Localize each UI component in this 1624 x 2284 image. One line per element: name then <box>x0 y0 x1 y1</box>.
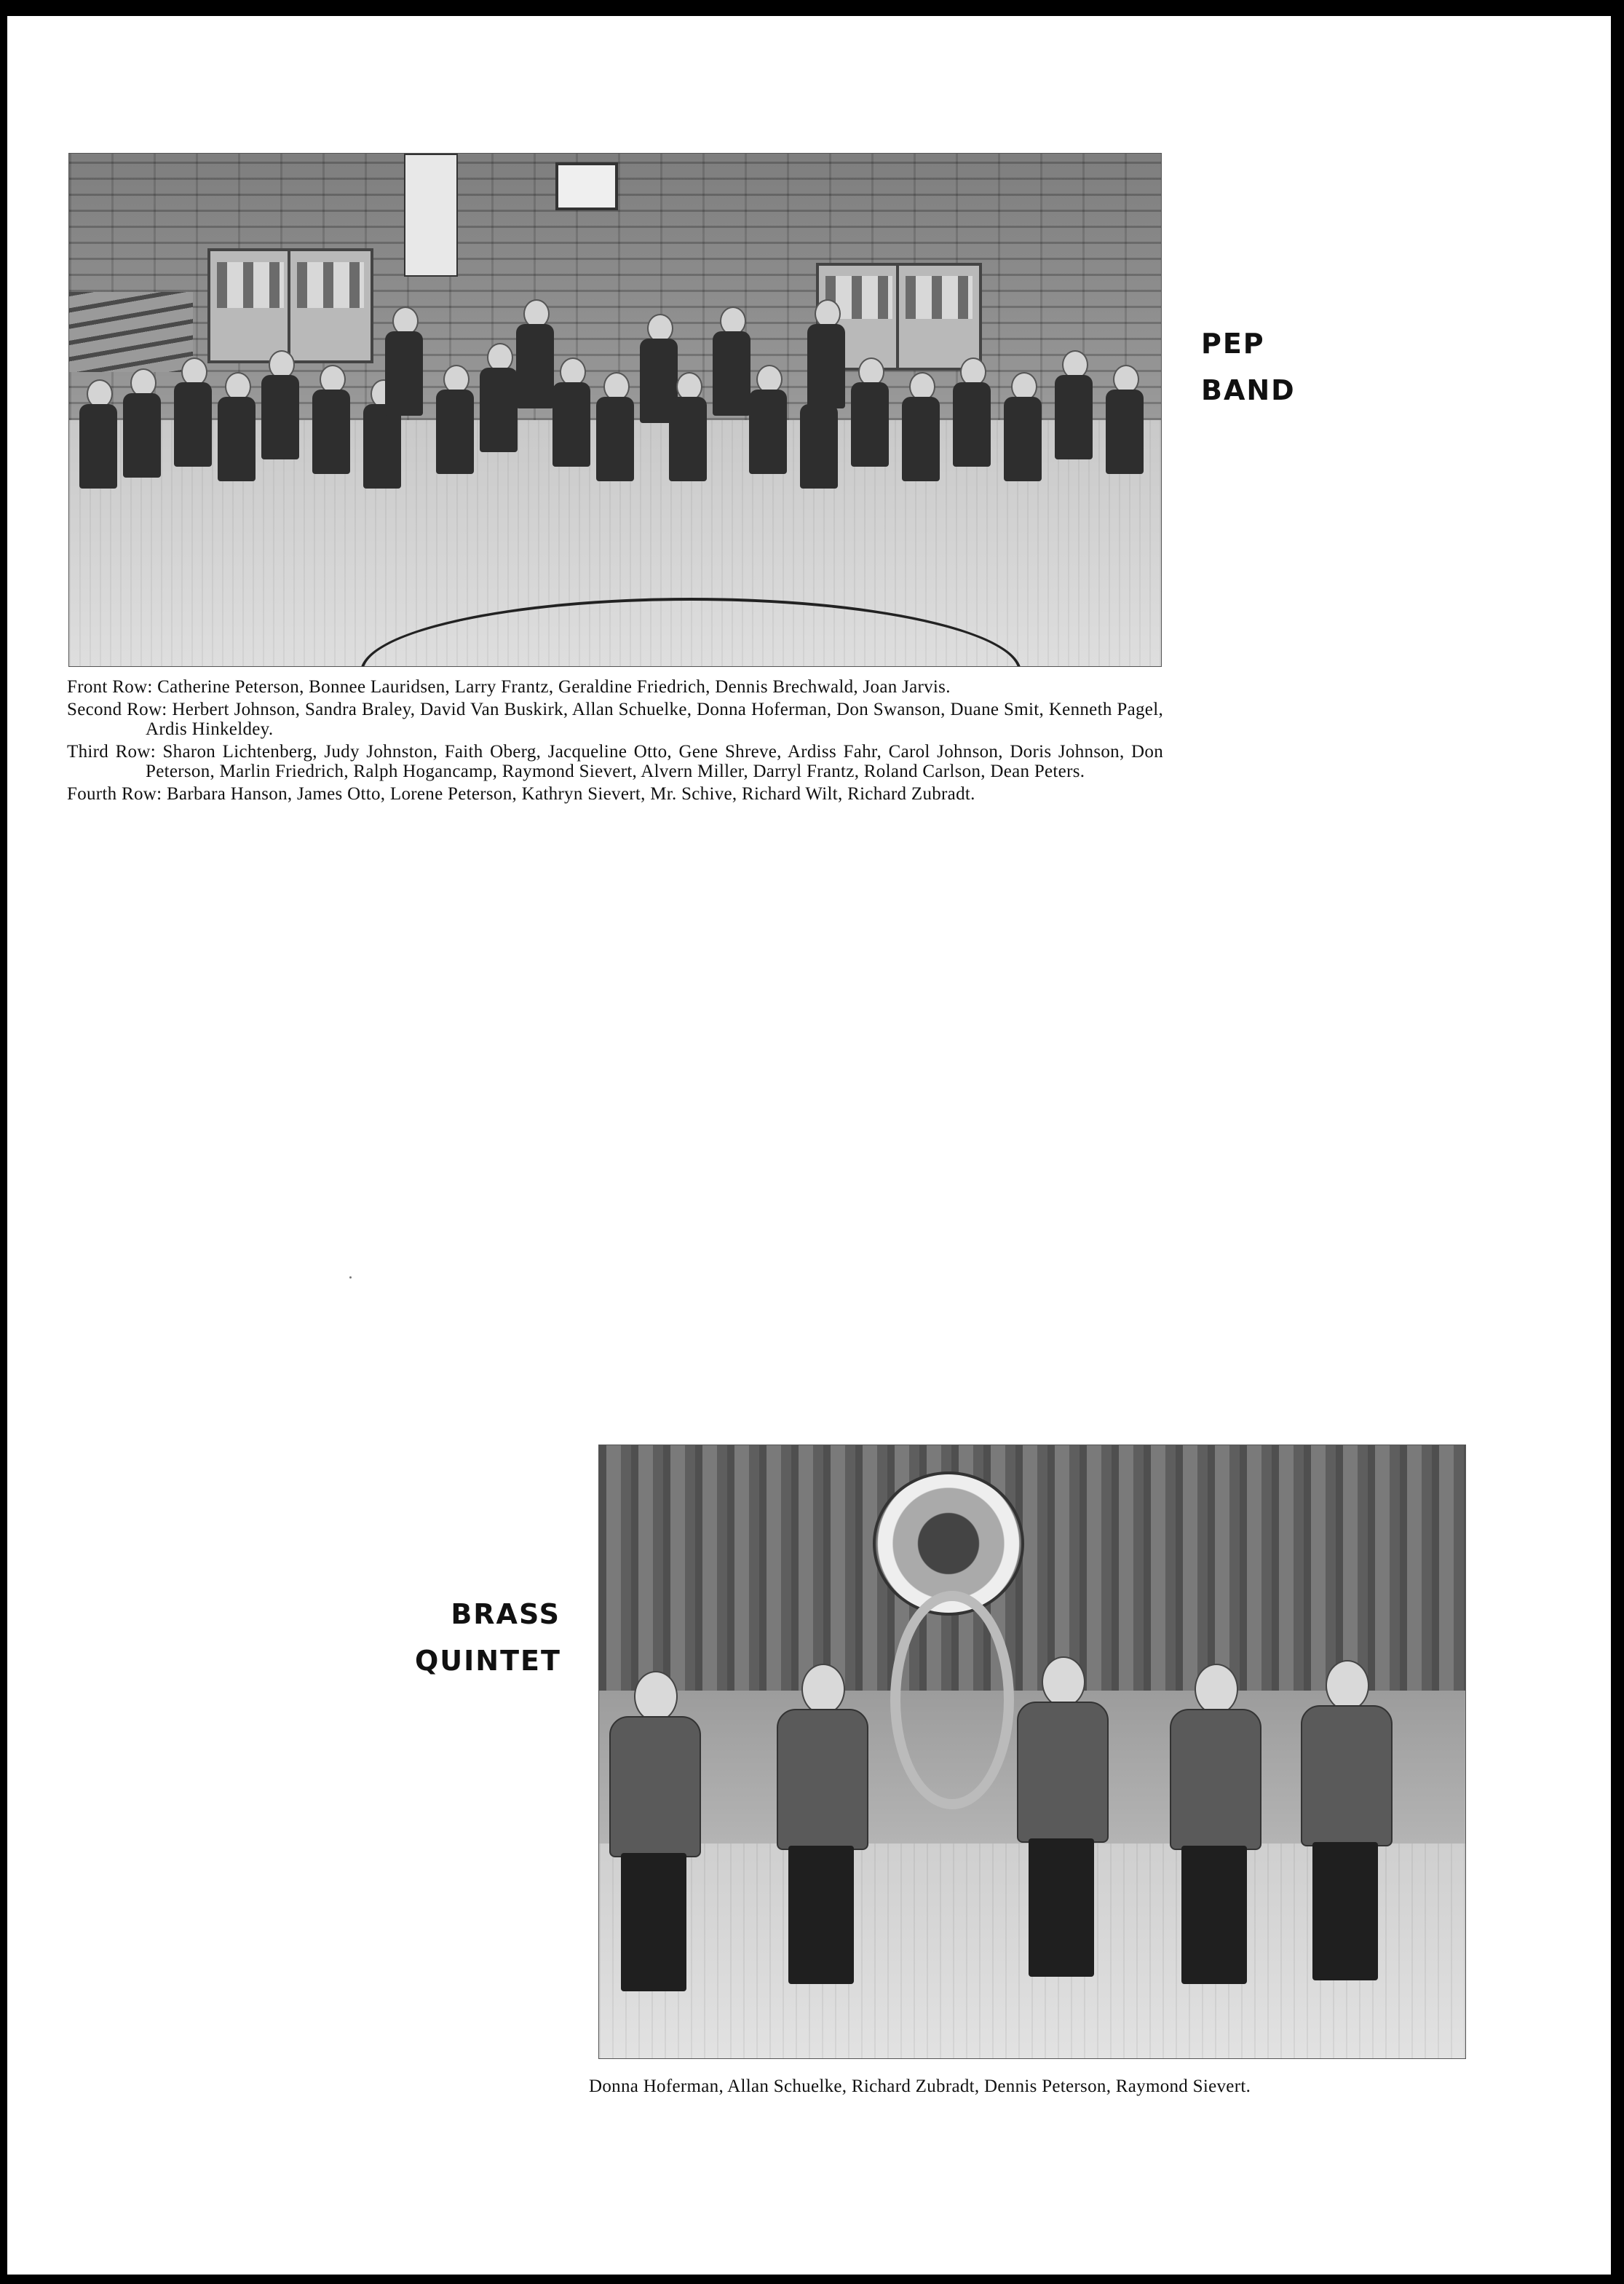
brass-quintet-heading <box>415 1591 561 1684</box>
musician <box>899 372 943 481</box>
musician <box>666 372 710 481</box>
basketball-backboard <box>555 162 618 210</box>
print-speck <box>349 1276 352 1279</box>
musician <box>593 372 637 481</box>
sousaphone-coil <box>890 1591 1014 1809</box>
quintet-player <box>1160 1664 1269 1984</box>
brass-quintet-caption <box>589 2076 1470 2099</box>
musician <box>309 365 353 474</box>
quintet-player <box>599 1671 708 1991</box>
pep-band-photo <box>68 153 1162 667</box>
front-row-caption: Front Row: Catherine Peterson, Bonnee Lauridsen, Larry Frantz, Geraldine Friedrich, Dennis Brechwald, Joan Jarvis. <box>67 677 951 697</box>
musician <box>848 357 892 467</box>
musician <box>804 299 848 408</box>
musician <box>433 365 477 474</box>
third-row-caption: Third Row: Sharon Lichtenberg, Judy Johnston, Faith Oberg, Jacqueline Otto, Gene Shreve, Ardiss Fahr, Carol Johnson, Doris Johnson, Don Peterson, Marlin Friedrich, Ralph Hogancamp, Raymond Sievert, Alvern Miller, Darryl Frantz, Roland Carlson, Dean Peters. <box>67 742 1163 781</box>
musician <box>950 357 994 467</box>
pep-heading-line1: PEP <box>1201 328 1265 360</box>
brass-heading-line1: BRASS <box>451 1598 561 1630</box>
brass-heading-line2: QUINTET <box>415 1645 561 1677</box>
stage-curtain <box>599 1445 1465 1691</box>
pep-heading-line2: BAND <box>1201 374 1296 406</box>
musician <box>1103 365 1146 474</box>
pep-band-heading <box>1201 320 1296 414</box>
musician <box>550 357 593 467</box>
musician <box>171 357 215 467</box>
musician <box>258 350 302 459</box>
musician <box>215 372 258 481</box>
musician <box>1001 372 1045 481</box>
yearbook-page <box>7 16 1611 2275</box>
second-row-caption: Second Row: Herbert Johnson, Sandra Braley, David Van Buskirk, Allan Schuelke, Donna Hoferman, Don Swanson, Duane Smit, Kenneth Pagel, Ardis Hinkeldey. <box>67 700 1163 739</box>
brass-quintet-photo <box>598 1445 1466 2059</box>
quintet-player <box>1291 1660 1400 1980</box>
fourth-row-caption: Fourth Row: Barbara Hanson, James Otto, Lorene Peterson, Kathryn Sievert, Mr. Schive, Richard Wilt, Richard Zubradt. <box>67 784 975 804</box>
musician <box>76 379 120 489</box>
pep-band-caption <box>67 677 1163 807</box>
band-members <box>69 299 1161 605</box>
quintet-player <box>767 1664 876 1984</box>
wall-banner <box>404 154 458 277</box>
brass-quintet-names: Donna Hoferman, Allan Schuelke, Richard Zubradt, Dennis Peterson, Raymond Sievert. <box>589 2076 1251 2096</box>
musician <box>746 365 790 474</box>
musician <box>120 368 164 478</box>
quintet-player <box>1007 1656 1116 1977</box>
musician <box>1052 350 1096 459</box>
musician <box>382 307 426 416</box>
